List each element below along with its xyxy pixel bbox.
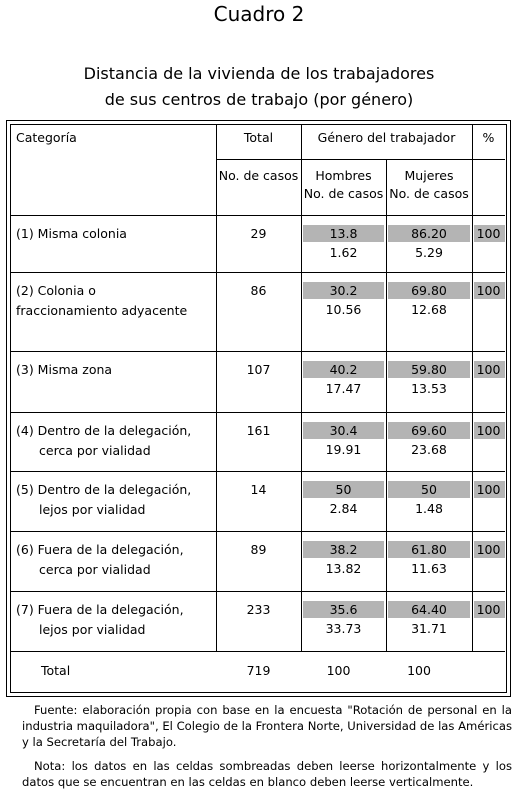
row-divider [11, 471, 505, 472]
row-percent: 100 [476, 362, 501, 377]
category-label-cont: lejos por vialidad [39, 502, 146, 517]
col-divider-percent [472, 125, 473, 651]
row-percent: 100 [476, 226, 501, 241]
mujeres-cases: 1.48 [415, 501, 443, 516]
total-cases: 14 [250, 482, 267, 497]
category-label-cont: fraccionamiento adyacente [16, 303, 188, 318]
total-cases: 161 [246, 423, 271, 438]
table-caption: Cuadro 2 [213, 2, 305, 26]
mujeres-percent: 86.20 [411, 226, 447, 241]
table-title-line2: de sus centros de trabajo (por género) [104, 90, 414, 109]
mujeres-cases: 31.71 [411, 621, 447, 636]
mujeres-percent: 69.60 [411, 423, 447, 438]
col-divider-total [216, 125, 217, 651]
hombres-cases: 33.73 [325, 621, 362, 636]
category-label: (5) Dentro de la delegación, [16, 482, 192, 497]
total-cases: 29 [250, 226, 267, 241]
row-divider [11, 272, 505, 273]
hombres-cases: 19.91 [325, 442, 362, 457]
header-total: Total [243, 130, 274, 145]
row-percent: 100 [476, 482, 501, 497]
category-label: (1) Misma colonia [16, 226, 127, 241]
table-title-line1: Distancia de la vivienda de los trabajadores [83, 64, 435, 83]
category-label: (2) Colonia o [16, 283, 96, 298]
row-percent: 100 [476, 283, 501, 298]
hombres-cases: 1.62 [329, 245, 358, 260]
header-percent: % [482, 130, 495, 145]
hombres-cases: 17.47 [325, 381, 362, 396]
hombres-cases: 2.84 [329, 501, 358, 516]
hombres-percent: 35.6 [329, 602, 358, 617]
category-label-cont: lejos por vialidad [39, 622, 146, 637]
hombres-percent: 50 [335, 482, 352, 497]
total-mujeres: 100 [407, 663, 431, 678]
hombres-percent: 30.4 [329, 423, 358, 438]
hombres-percent: 40.2 [329, 362, 358, 377]
category-label-cont: cerca por vialidad [39, 443, 151, 458]
hombres-percent: 38.2 [329, 542, 358, 557]
row-divider [11, 351, 505, 352]
source-note: Fuente: elaboración propia con base en la encuesta "Rotación de personal en la industria maquiladora", El Colegio de la Frontera Norte, Universidad de las Américas y la Secretaría del Trabajo. [22, 703, 512, 749]
total-sum: 719 [246, 663, 271, 678]
total-label: Total [41, 663, 71, 678]
header-mujeres-sub: No. de casos [389, 186, 469, 201]
category-label: (7) Fuera de la delegación, [16, 602, 184, 617]
header-mujeres: Mujeres [404, 168, 454, 183]
row-divider [11, 531, 505, 532]
row-divider [11, 215, 505, 216]
hombres-percent: 13.8 [329, 226, 358, 241]
mujeres-percent: 50 [421, 482, 437, 497]
row-divider [11, 412, 505, 413]
data-table [10, 124, 507, 693]
mujeres-cases: 13.53 [411, 381, 447, 396]
row-divider [11, 651, 505, 652]
mujeres-cases: 11.63 [411, 561, 447, 576]
category-label-cont: cerca por vialidad [39, 562, 151, 577]
reading-note: Nota: los datos en las celdas sombreadas deben leerse horizontalmente y los datos que se encuentran en las celdas en blanco deben leerse verticalmente. [22, 759, 512, 789]
total-hombres: 100 [326, 663, 351, 678]
category-label: (6) Fuera de la delegación, [16, 542, 184, 557]
hombres-cases: 10.56 [325, 302, 362, 317]
mujeres-percent: 69.80 [411, 283, 447, 298]
total-cases: 107 [246, 362, 271, 377]
row-percent: 100 [476, 423, 501, 438]
total-cases: 233 [246, 602, 271, 617]
row-divider [11, 591, 505, 592]
header-no-casos: No. de casos [218, 168, 299, 183]
mujeres-percent: 61.80 [411, 542, 447, 557]
mujeres-percent: 64.40 [411, 602, 447, 617]
row-percent: 100 [476, 602, 501, 617]
total-cases: 89 [250, 542, 267, 557]
header-categoria: Categoría [16, 130, 77, 145]
mujeres-cases: 23.68 [411, 442, 447, 457]
header-genero: Género del trabajador [317, 130, 456, 145]
row-percent: 100 [476, 542, 501, 557]
mujeres-cases: 12.68 [411, 302, 447, 317]
row-divider [216, 159, 505, 160]
category-label: (4) Dentro de la delegación, [16, 423, 192, 438]
mujeres-cases: 5.29 [415, 245, 443, 260]
table-outer-frame [6, 120, 511, 697]
header-hombres: Hombres [315, 168, 372, 183]
header-hombres-sub: No. de casos [303, 186, 384, 201]
category-label: (3) Misma zona [16, 362, 113, 377]
mujeres-percent: 59.80 [411, 362, 447, 377]
hombres-cases: 13.82 [325, 561, 362, 576]
hombres-percent: 30.2 [329, 283, 358, 298]
total-cases: 86 [250, 283, 267, 298]
